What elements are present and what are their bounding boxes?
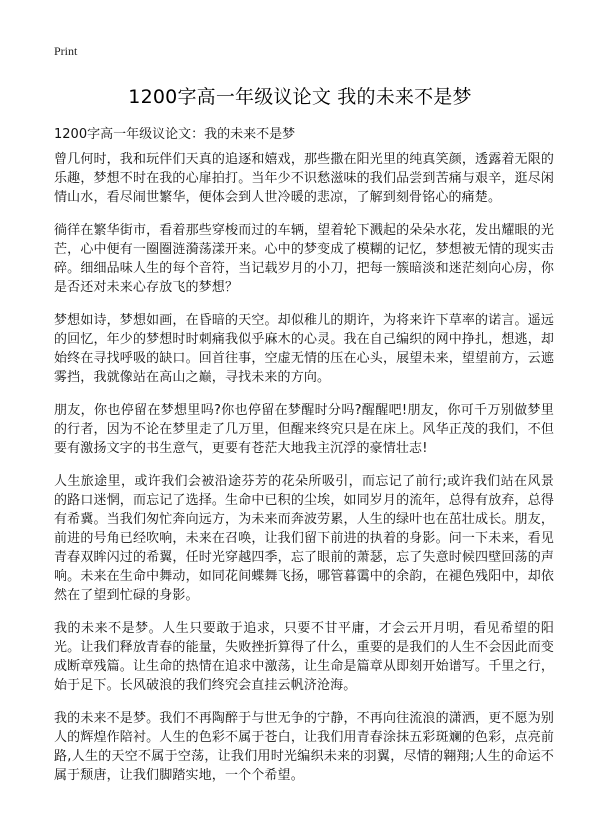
article-body <box>54 150 554 799</box>
paragraph-3: 梦想如诗，梦想如画，在昏暗的天空。却似稚儿的期许，为将来许下草率的诺言。遥远的回忆，年少的梦想时时刺痛我似乎麻木的心灵。我在自己编织的网中挣扎，想逃，却始终在寻找呼吸的缺口。回首往事，空虚无情的压在心头，展望未来，望望前方，云遮雾挡，我就像站在高山之巅，寻找未来的方向。 <box>54 313 554 385</box>
print-link[interactable]: Print <box>54 44 78 58</box>
article-subtitle: 1200字高一年级议论文：我的未来不是梦 <box>54 127 296 142</box>
paragraph-4: 朋友，你也停留在梦想里吗?你也停留在梦醒时分吗?醒醒吧!朋友，你可千万别做梦里的行者，因为不论在梦里走了几万里，但醒来终究只是在床上。风华正茂的我们，不但要有激扬文字的书生意气，更要有苍茫大地我主沉浮的豪情壮志! <box>54 403 554 456</box>
paragraph-2: 徜徉在繁华街市，看着那些穿梭而过的车辆，望着轮下溅起的朵朵水花，发出耀眼的光芒，心中便有一圈圈涟漪荡漾开来。心中的梦变成了模糊的记忆，梦想被无情的现实击碎。细细品味人生的每个音符，当记载岁月的小刀，把每一簇暗淡和迷茫刻向心房，你是否还对未来心存放飞的梦想？ <box>54 223 554 295</box>
paragraph-7: 我的未来不是梦。我们不再陶醉于与世无争的宁静，不再向往流浪的潇洒，更不愿为别人的辉煌作陪衬。人生的色彩不属于苍白，让我们用青春涂抹五彩斑斓的色彩，点亮前路,人生的天空不属于空荡，让我们用时光编织未来的羽翼，尽情的翱翔;人生的命运不属于颓唐，让我们脚踏实地，一个个希望。 <box>54 711 554 783</box>
paragraph-1: 曾几何时，我和玩伴们天真的追逐和嬉戏，那些撒在阳光里的纯真笑颜，透露着无限的乐趣，梦想不时在我的心扉拍打。当年少不识愁滋味的我们品尝到苦痛与艰辛，逛尽闲情山水，看尽闹世繁华，便体会到人世冷暖的悲凉，了解到刻骨铭心的痛楚。 <box>54 152 554 205</box>
page-title: 1200字高一年级议论文 我的未来不是梦 <box>128 86 472 108</box>
paragraph-5: 人生旅途里，或许我们会被沿途芬芳的花朵所吸引，而忘记了前行;或许我们站在风景的路口迷惘，而忘记了选择。生命中已积的尘埃，如同岁月的流年，总得有放弃，总得有希冀。当我们匆忙奔向远方，为未来而奔波劳累，人生的绿叶也在茁壮成长。朋友，前进的号角已经吹响，未来在召唤，让我们留下前进的执着的身影。问一下未来，看见青春双眸闪过的希翼，任时光穿越四季，忘了眼前的萧瑟，忘了失意时候四壁回荡的声响。未来在生命中舞动，如同花间蝶舞飞扬，哪管暮霭中的余韵，在褪色残阳中，却依然在了望到忙碌的身影。 <box>54 474 554 603</box>
paragraph-6: 我的未来不是梦。人生只要敢于追求，只要不甘平庸，才会云开月明，看见希望的阳光。让我们释放青春的能量，失败挫折算得了什么，重要的是我们的人生不会因此而变成断章残篇。让生命的热情在追求中激荡，让生命是篇章从即刻开始谱写。千里之行，始于足下。长风破浪的我们终究会直挂云帆济沧海。 <box>54 621 554 693</box>
